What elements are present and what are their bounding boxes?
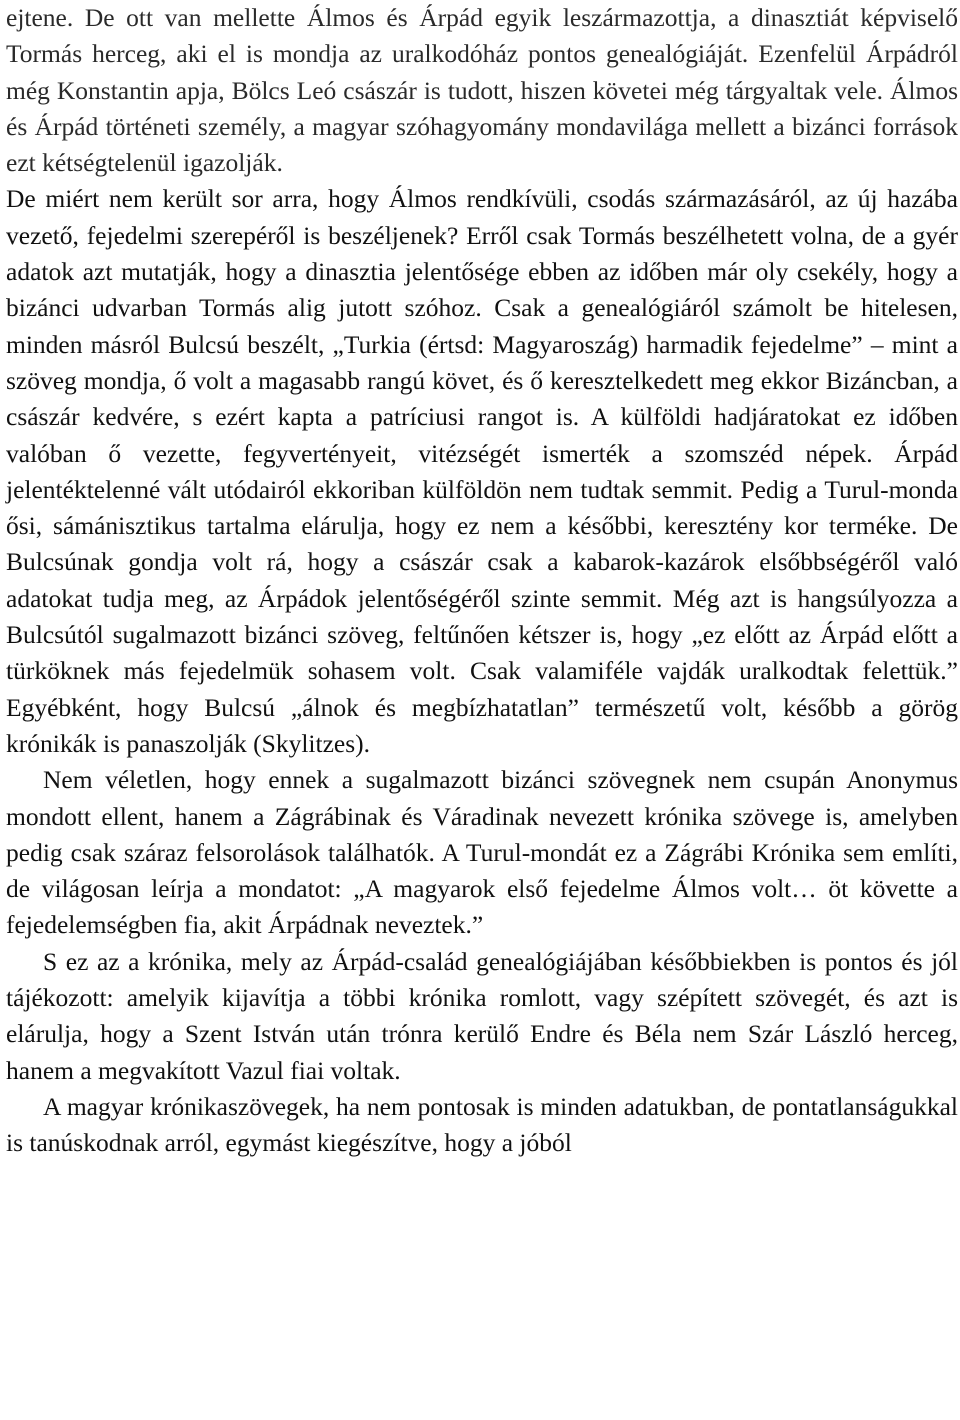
paragraph-2-text: Nem véletlen, hogy ennek a sugalmazott bizánci szövegnek nem csupán Anonymus mondott ellent, hanem a Zágrábinak és Váradinak nevezett krónika szövege is, amelyben pedig csak száraz felsorolások találhatók. A Turul-mondát ez a Zágrábi Krónika sem említi, de világosan leírja a mondatot: „A magyarok első fejedelme Álmos volt… öt követte a fejedelemségben fia, akit Árpádnak neveztek.” — [6, 765, 958, 940]
paragraph-1-text-c: Csak a genealógiáról számolt be hitelesen, minden másról Bulcsú beszélt, „Turkia (értsd: Magyaroszág) harmadik fejedelme” ‒ mint a szöveg mondja, ő volt a magasabb rangú követ, és ő keresztelkedett meg ekkor Bizáncban, a császár kedvére, s ezért kapta a patríciusi rangot is. A külföldi hadjáratokat ez időben valóban ő vezette, fegyvertényeit, vitézségét ismerték a szomszéd népek. Árpád jelentéktelenné vált utódairól ekkoriban külföldön nem tudtak semmit. Pedig a Turul-monda ősi, sámánisztikus tartalma elárulja, hogy ez nem a későbbi, keresztény kor terméke. De Bulcsúnak gondja volt rá, hogy a császár csak a kabarok-kazárok elsőbbségéről való adatokat tudja meg, az Árpádok jelentőségéről szinte semmit. Még azt is hangsúlyozza a Bulcsútól sugalmazott bizánci szöveg, feltűnően kétszer is, hogy „ez előtt az Árpád előtt a türköknek más fejedelmük sohasem volt. Csak valamiféle vajdák uralkodtak felettük.” Egyébként, hogy Bulcsú „álnok és megbízhatatlan” természetű volt, később a görög krónikák is panaszolják (Skylitzes). — [6, 293, 958, 758]
paragraph-3 — [6, 944, 958, 1089]
paragraph-1 — [6, 0, 958, 762]
paragraph-1-text-b: De miért nem került sor arra, hogy Álmos rendkívüli, csodás származásáról, az új hazába vezető, fejedelmi szerepéről is beszéljenek? Erről csak Tormás beszélhetett volna, de a gyér adatok azt mutatják, hogy a dinasztia jelentősége ebben az időben már oly csekély, hogy a bizánci udvarban Tormás alig jutott szóhoz. — [6, 184, 958, 323]
paragraph-1-text-a: ejtene. De ott van mellette Álmos és Árpád egyik leszármazottja, a dinasztiát képviselő Tormás herceg, aki el is mondja az uralkodóház pontos genealógiáját. Ezenfelül Árpádról még Konstantin apja, Bölcs Leó császár is tudott, hiszen követei még tárgyaltak vele. Álmos és Árpád történeti személy, a magyar szóhagyomány mondavilága mellett a bizánci források ezt kétségtelenül igazolják. — [6, 3, 958, 178]
paragraph-3-text: S ez az a krónika, mely az Árpád-család genealógiájában későbbiekben is pontos és jól tájékozott: amelyik kijavítja a többi krónika romlott, vagy szépített szövegét, és azt is elárulja, hogy a Szent István után trónra kerülő Endre és Béla nem Szár László herceg, hanem a megvakított Vazul fiai voltak. — [6, 946, 958, 1085]
document-page — [6, 0, 958, 1162]
paragraph-2 — [6, 762, 958, 943]
paragraph-4-text: A magyar krónikaszövegek, ha nem pontosak is minden adatukban, de pontatlanságukkal is tanúskodnak arról, egymást kiegészítve, hogy a jóból — [6, 1091, 958, 1158]
paragraph-4 — [6, 1089, 958, 1162]
